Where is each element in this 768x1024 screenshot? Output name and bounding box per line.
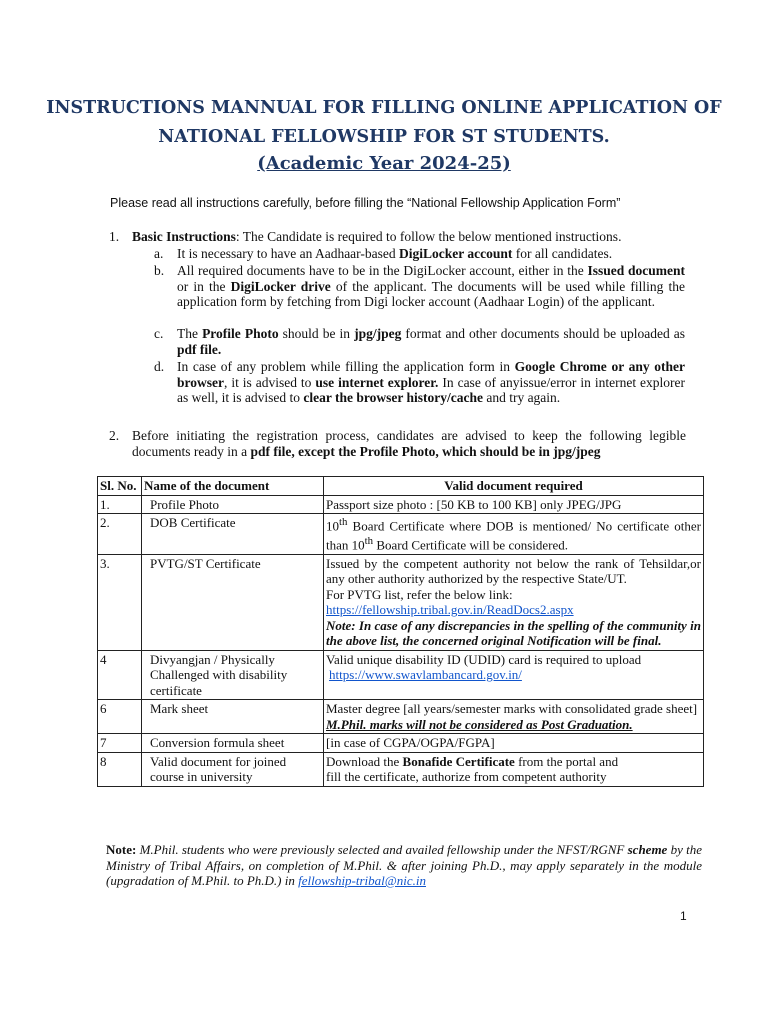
sub-b-letter: b. [154,263,165,278]
table-row: 8 Valid document for joined course in university Download the Bonafide Certificate from the portal and fill the certificate, authorize from competent authority [98,752,704,786]
title-line-3: (Academic Year 2024-25) [257,153,511,174]
documents-table [97,476,704,787]
header-document-name: Name of the document [142,477,324,496]
intro-text: Please read all instructions carefully, before filling the “National Fellowship Application Form” [110,196,621,210]
table-row: 7 Conversion formula sheet [in case of CGPA/OGPA/FGPA] [98,734,704,753]
table-row: 3. PVTG/ST Certificate Issued by the competent authority not below the rank of Tehsildar,or any other authority authorized by the respective State/UT. For PVTG list, refer the below link: https://fellowship.tribal.gov.in/ReadDocs2.aspx Note: In case of any discrepancies in the spelling of the community in the above list, the concerned original Notification will be final. [98,554,704,650]
item2-text: Before initiating the registration process, candidates are advised to keep the following legible documents ready in a pdf file, except the Profile Photo, which should be in jpg/jpeg [132,428,686,459]
sub-b-text: All required documents have to be in the DigiLocker account, either in the Issued document or in the DigiLocker drive of the applicant. The documents will be used while filling the application form by fetching from Digi locker account (Aadhaar Login) of the applicant. [177,263,685,309]
note-label: Note: [106,842,137,857]
table-row: 2. DOB Certificate 10th Board Certificate where DOB is mentioned/ No certificate other than 10th Board Certificate will be considered. [98,514,704,555]
item1-label: Basic Instructions [132,229,236,244]
table-row: 4 Divyangjan / Physically Challenged with disability certificate Valid unique disability ID (UDID) card is required to upload https://www.swavlambancard.gov.in/ [98,650,704,700]
table-header-row [98,477,704,496]
sub-a-letter: a. [154,246,164,261]
page-number: 1 [680,909,687,923]
sub-d-text: In case of any problem while filling the application form in Google Chrome or any other browser, it is advised to use internet explorer. In case of anyissue/error in internet explorer as well, it is advised to clear the browser history/cache and try again. [177,359,686,405]
sub-d-letter: d. [154,359,165,374]
header-sl-no: Sl. No. [98,477,142,496]
title-line-2: NATIONAL FELLOWSHIP FOR ST STUDENTS. [158,127,610,147]
table-row: 1. Profile Photo Passport size photo : [50 KB to 100 KB] only JPEG/JPG [98,495,704,514]
item1-body: : The Candidate is required to follow the below mentioned instructions. [235,229,622,244]
pvtg-list-link[interactable]: https://fellowship.tribal.gov.in/ReadDocs2.aspx [326,602,574,618]
udid-link[interactable]: https://www.swavlambancard.gov.in/ [329,667,522,683]
sub-c-text: The Profile Photo should be in jpg/jpeg format and other documents should be uploaded as pdf file. [177,326,685,357]
item1-number: 1. [109,229,120,244]
email-link[interactable]: fellowship-tribal@nic.in [298,873,426,888]
title-line-1: INSTRUCTIONS MANNUAL FOR FILLING ONLINE APPLICATION OF [46,98,722,118]
item1-text [132,229,621,245]
header-valid-document: Valid document required [324,477,704,496]
item2-number: 2. [109,428,120,443]
table-row: 6 Mark sheet Master degree [all years/semester marks with consolidated grade sheet] M.Phil. marks will not be considered as Post Graduation. [98,700,704,734]
note-paragraph: Note: M.Phil. students who were previously selected and availed fellowship under the NFST/RGNF scheme by the Ministry of Tribal Affairs, on completion of M.Phil. & after joining Ph.D., may apply separately in the module (upgradation of M.Phil. to Ph.D.) in fellowship-tribal@nic.in [106,842,702,888]
sub-c-letter: c. [154,326,164,341]
sub-a-text: It is necessary to have an Aadhaar-based DigiLocker account for all candidates. [177,246,613,261]
